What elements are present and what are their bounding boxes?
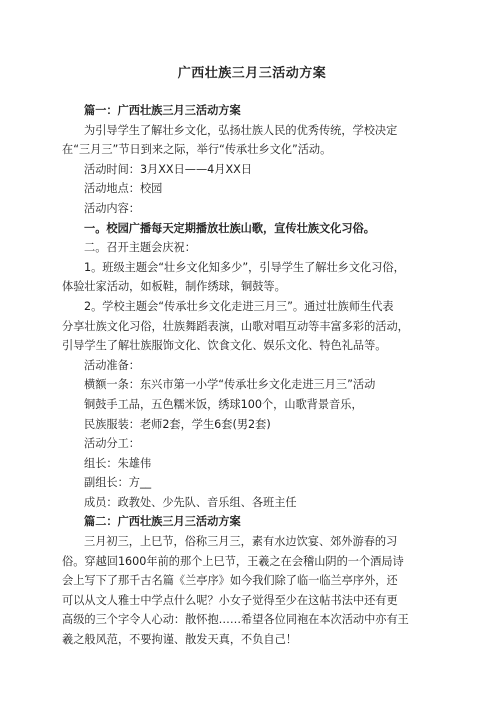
text-line: 三月初三，上巳节，俗称三月三，素有水边饮宴、郊外游春的习 bbox=[84, 535, 398, 549]
text-line: 俗。穿越回1600年前的那个上巳节，王羲之在会稽山阴的一个酒局诗 bbox=[62, 554, 404, 568]
section-heading: 篇一：广西壮族三月三活动方案 bbox=[84, 104, 241, 117]
text-line: 二。召开主题会庆祝： bbox=[84, 241, 196, 255]
text-line: 民族服装：老师2套，学生6套(男2套) bbox=[84, 417, 271, 431]
text-line: 羲之般风范，不要拘谨、散发天真，不负自己！ bbox=[62, 633, 297, 647]
section-heading: 篇二：广西壮族三月三活动方案 bbox=[84, 515, 241, 529]
text-line: 组长：朱雄伟 bbox=[84, 456, 152, 470]
text-line: 分享壮族文化习俗，壮族舞蹈表演，山歌对唱互动等丰富多彩的活动， bbox=[62, 319, 409, 333]
text-line: 体验壮家活动，如板鞋，制作绣球，铜鼓等。 bbox=[62, 280, 286, 294]
text-line: 副组长：方__ bbox=[84, 476, 152, 490]
text-line: 引导学生了解壮族服饰文化、饮食文化、娱乐文化、特色礼品等。 bbox=[62, 339, 387, 353]
text-line: 可以从文人雅士中学点什么呢？小女子觉得至少在这帖书法中还有更 bbox=[62, 593, 398, 607]
text-line: 活动分工： bbox=[84, 437, 140, 451]
text-line: 1。班级主题会“壮乡文化知多少”，引导学生了解壮乡文化习俗， bbox=[84, 260, 405, 274]
text-line: 活动地点：校园 bbox=[84, 182, 163, 196]
text-line: 高级的三个字令人心动：散怀抱……希望各位同袍在本次活动中亦有王 bbox=[62, 613, 409, 627]
text-line: 横额一条：东兴市第一小学“传承壮乡文化走进三月三”活动 bbox=[84, 378, 376, 392]
document-title: 广西壮族三月三活动方案 bbox=[177, 66, 327, 81]
text-line: 在“三月三”节日到来之际，举行“传承壮乡文化”活动。 bbox=[62, 143, 332, 157]
text-line: 会上写下了那千古名篇《兰亭序》如今我们除了临一临兰亭序外，还 bbox=[62, 574, 398, 588]
text-line: 活动内容： bbox=[84, 201, 140, 215]
text-line: 铜鼓手工品，五色糯米饭，绣球100个，山歌背景音乐， bbox=[84, 397, 363, 411]
text-line: 活动时间：3月XX日——4月XX日 bbox=[84, 162, 252, 176]
text-line: 一。校园广播每天定期播放壮族山歌，宣传壮族文化习俗。 bbox=[84, 221, 375, 235]
text-line: 活动准备： bbox=[84, 358, 140, 372]
text-line: 2。学校主题会“传承壮乡文化走进三月三”。通过壮族师生代表 bbox=[84, 299, 394, 313]
document-body bbox=[62, 101, 442, 650]
text-line: 成员：政教处、少先队、音乐组、各班主任 bbox=[84, 495, 297, 509]
text-line: 为引导学生了解壮乡文化，弘扬壮族人民的优秀传统，学校决定 bbox=[84, 123, 398, 137]
